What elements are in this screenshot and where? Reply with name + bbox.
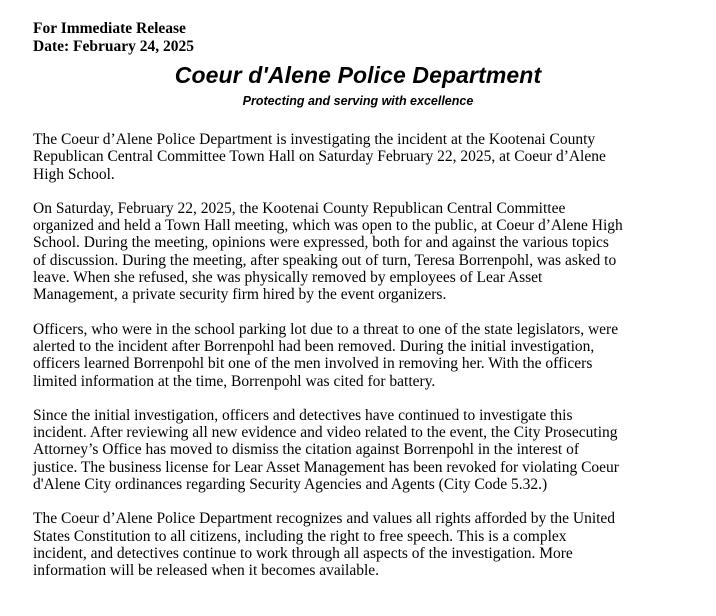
text-line: Attorney’s Office has moved to dismiss the citation against Borrenpohl in the interest of [33, 441, 579, 459]
text-line: Officers, who were in the school parking lot due to a threat to one of the state legislators, were [33, 320, 619, 338]
text-line: justice. The business license for Lear Asset Management has been revoked for violating Coeur [33, 458, 619, 476]
organization-title: Coeur d'Alene Police Department [174, 62, 542, 88]
release-label: For Immediate Release [33, 20, 186, 37]
text-line: The Coeur d’Alene Police Department is investigating the incident at the Kootenai County [33, 131, 596, 148]
text-line: information will be released when it becomes available. [33, 562, 380, 580]
text-line: leave. When she refused, she was physically removed by employees of Lear Asset [33, 269, 543, 287]
text-line: officers learned Borrenpohl bit one of the men involved in removing her. With the officers [33, 355, 593, 373]
text-line: Since the initial investigation, officers and detectives have continued to investigate this [33, 406, 573, 424]
text-line: incident, and detectives continue to work through all aspects of the investigation. More [33, 544, 573, 562]
organization-tagline: Protecting and serving with excellence [242, 94, 474, 108]
text-line: States Constitution to all citizens, including the right to free speech. This is a complex [33, 527, 567, 545]
text-line: Management, a private security firm hired by the event organizers. [33, 286, 447, 304]
text-line: High School. [33, 165, 115, 183]
paragraph [33, 321, 693, 390]
text-line: of discussion. During the meeting, after speaking out of turn, Teresa Borrenpohl, was asked to [33, 251, 617, 269]
paragraph [33, 407, 693, 493]
text-line: On Saturday, February 22, 2025, the Kootenai County Republican Central Committee [33, 199, 566, 217]
text-line: limited information at the time, Borrenpohl was cited for battery. [33, 372, 436, 390]
text-line: d'Alene City ordinances regarding Security Agencies and Agents (City Code 5.32.) [33, 476, 548, 494]
release-date: Date: February 24, 2025 [33, 38, 194, 55]
text-line: incident. After reviewing all new evidence and video related to the event, the City Prosecuting [33, 424, 618, 442]
text-line: The Coeur d’Alene Police Department recognizes and values all rights afforded by the United [33, 510, 616, 528]
text-line: School. During the meeting, opinions were expressed, both for and against the various topics [33, 234, 609, 252]
text-line: alerted to the incident after Borrenpohl had been removed. During the initial investigation, [33, 337, 595, 355]
text-line: organized and held a Town Hall meeting, which was open to the public, at Coeur d’Alene High [33, 217, 623, 235]
text-line: Republican Central Committee Town Hall on Saturday February 22, 2025, at Coeur d’Alene [33, 148, 606, 166]
release-body [33, 131, 693, 597]
paragraph [33, 510, 693, 579]
paragraph [33, 131, 693, 183]
paragraph [33, 200, 693, 304]
